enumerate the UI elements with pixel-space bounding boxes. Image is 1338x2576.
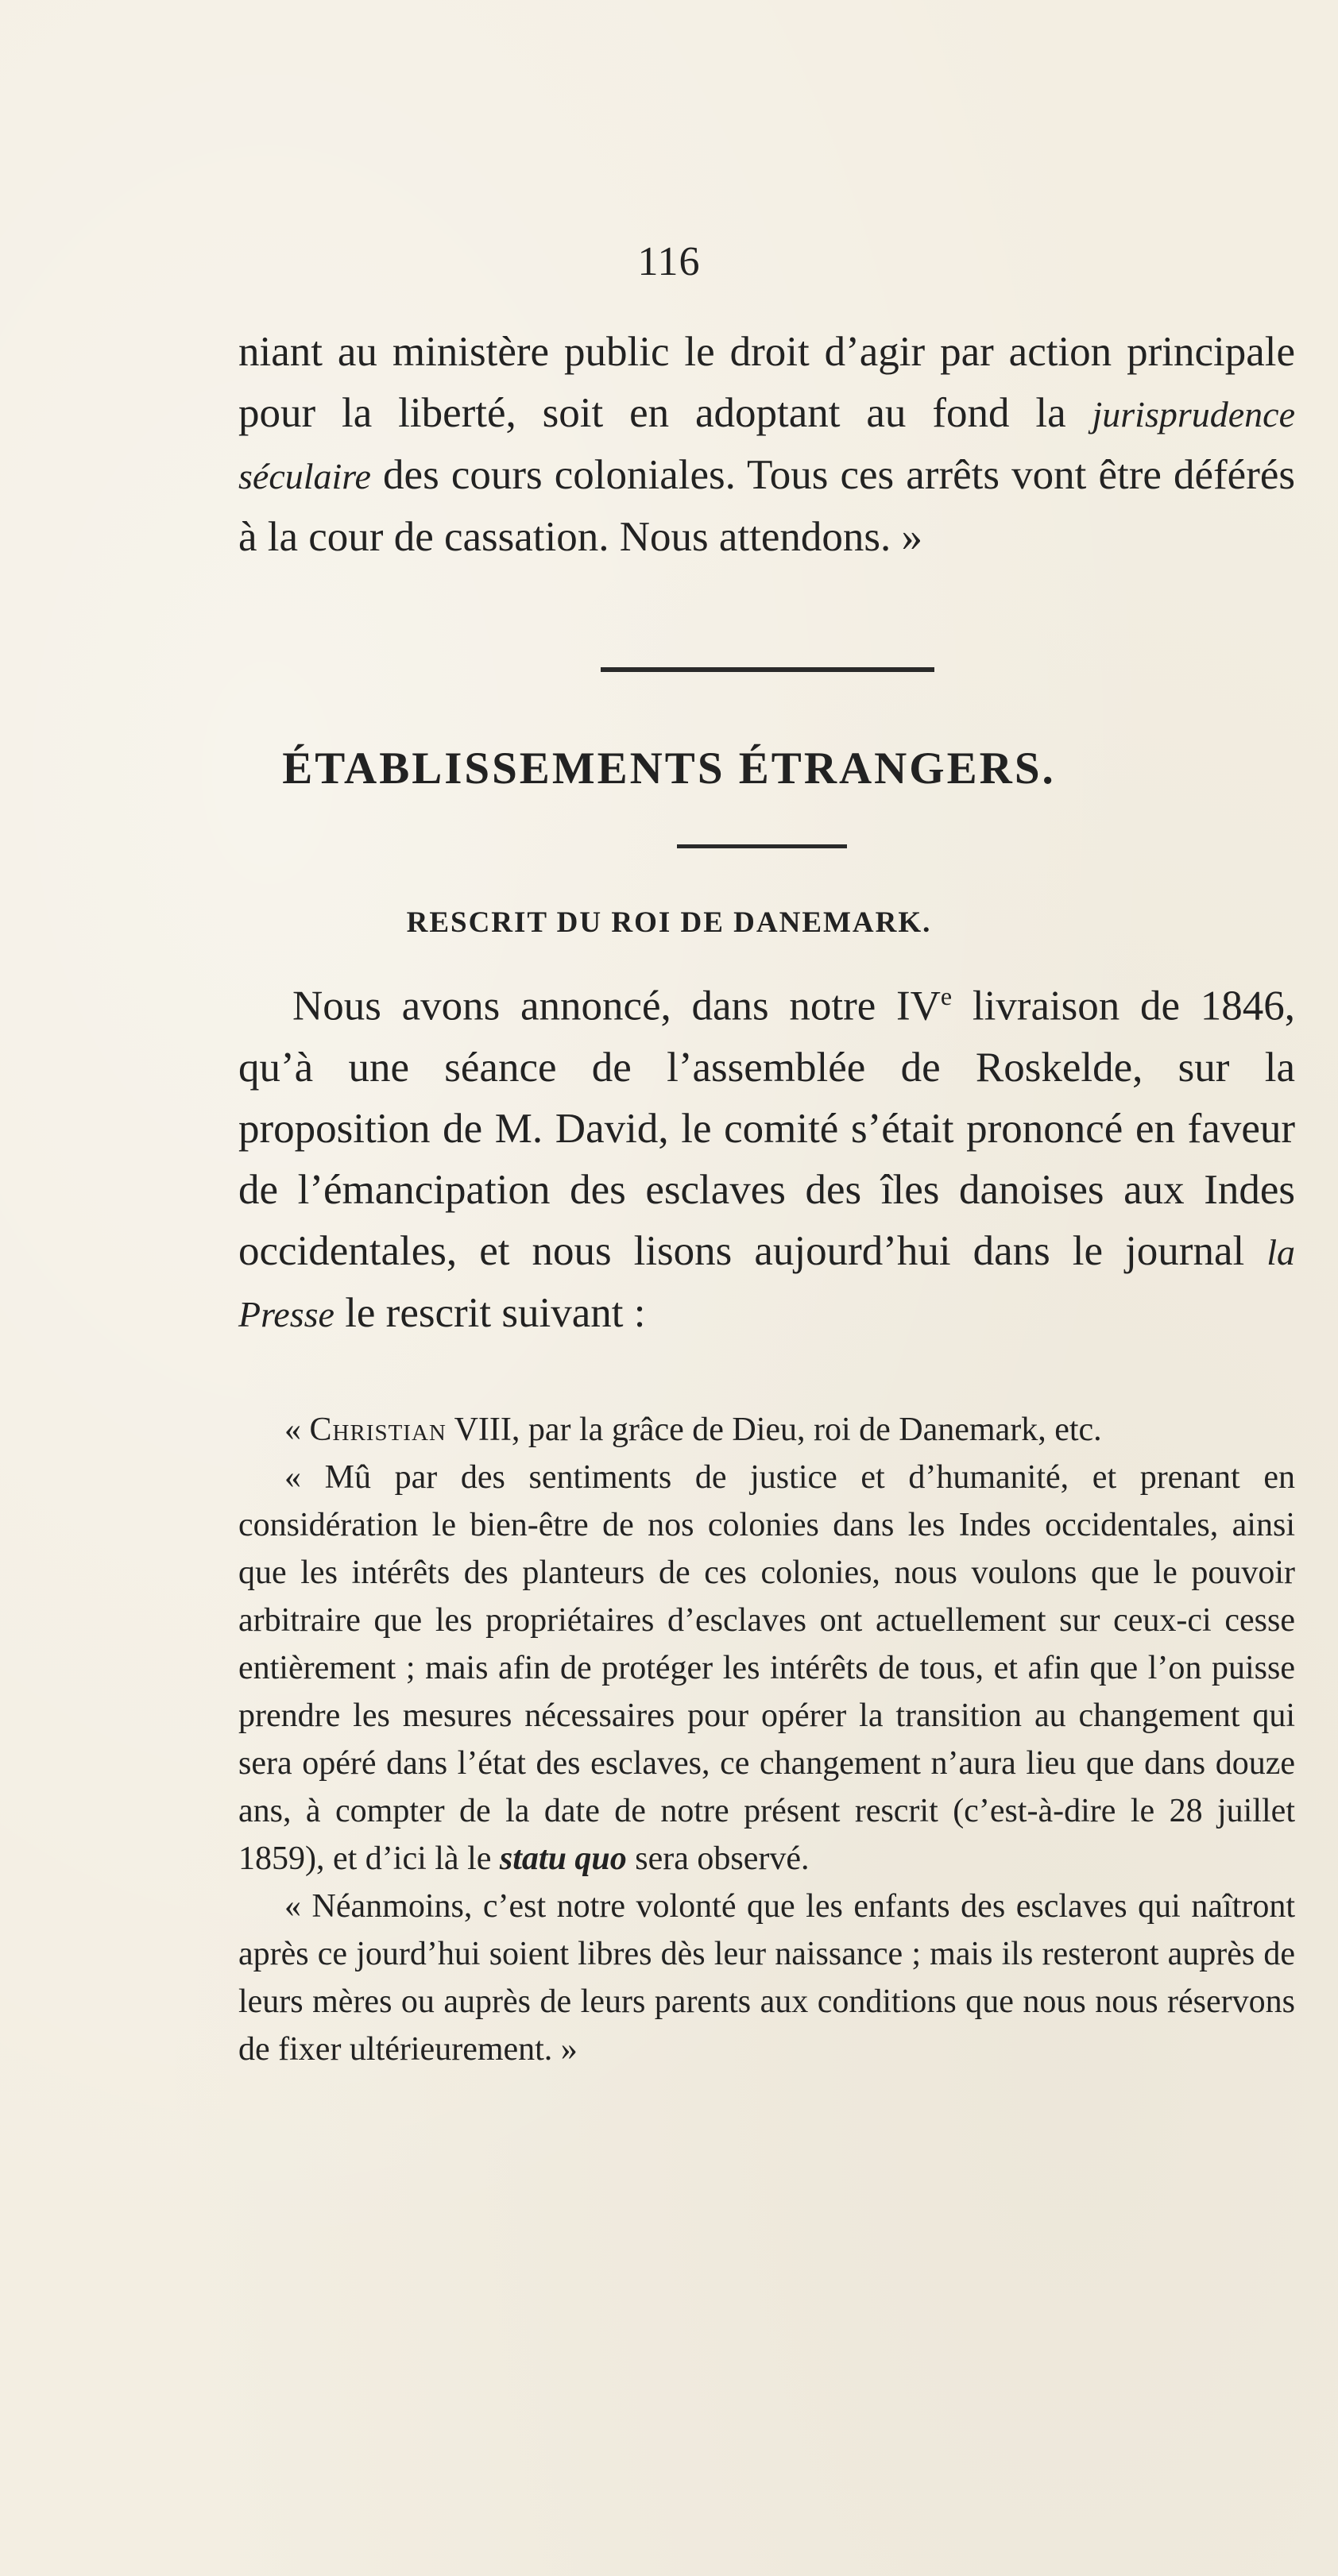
section-divider-bottom (677, 844, 847, 848)
rescript-line1-quote: « (284, 1412, 310, 1448)
intro-emphasis: jurisprudence séculaire (238, 394, 1295, 496)
page-number: 116 (637, 239, 701, 284)
section-title: ÉTABLISSEMENTS ÉTRANGERS. (282, 743, 1056, 794)
rescript-line1-name: Christian (309, 1412, 447, 1448)
body-text-part3: le rescrit suivant : (334, 1289, 646, 1336)
body-text (238, 966, 1295, 1345)
rescript-para2-emphasis: statu quo (499, 1840, 627, 1877)
rescript-line1-rest: VIII, par la grâce de Dieu, roi de Danemark, etc. (446, 1412, 1102, 1448)
rescript-paragraph-3: « Néanmoins, c’est notre volonté que les enfants des esclaves qui naîtront après ce jourd’hui soient libres dès leur naissance ; mais ils resteront auprès de leurs mères ou auprès de leurs parents aux conditions que nous nous réservons de fixer ultérieurement. » (238, 1888, 1295, 2068)
body-emphasis: la Presse (238, 1231, 1295, 1334)
section-divider-top (601, 667, 934, 672)
body-text-part1: Nous avons annoncé, dans notre IV (292, 983, 941, 1029)
intro-text-part2: des cours coloniales. Tous ces arrêts vont être déférés à la cour de cassation. Nous attendons. » (238, 452, 1295, 560)
intro-paragraph (238, 322, 1295, 568)
rescript-block (238, 1406, 1295, 2073)
intro-text (238, 322, 1295, 568)
rescript-para2-part2: sera observé. (626, 1840, 810, 1877)
intro-text-part1: niant au ministère public le droit d’agir par action principale pour la liberté, soit en adoptant au fond la (238, 329, 1295, 436)
body-superscript: e (940, 982, 953, 1010)
rescript-para2-part1: « Mû par des sentiments de justice et d’humanité, et prenant en considération le bien-être de nos colonies dans les Indes occidentales, ainsi que les intérêts des planteurs de ces colonies, nous voulons que le pouvoir arbitraire que les propriétaires d’esclaves ont actuellement sur ceux-ci cesse entièrement ; mais afin de protéger les intérêts de tous, et afin que l’on puisse prendre les mesures nécessaires pour opérer la transition au changement qui sera opéré dans l’état des esclaves, ce changement n’aura lieu que dans douze ans, à compter de la date de notre présent rescrit (c’est-à-dire le 28 juillet 1859), et d’ici là le (238, 1459, 1295, 1877)
body-text-part2: livraison de 1846, qu’à une séance de l’assemblée de Roskelde, sur la proposition de M. David, le comité s’était prononcé en faveur de l’émancipation des esclaves des îles danoises aux Indes occidentales, et nous lisons aujourd’hui dans le journal (238, 983, 1296, 1274)
rescript-line-1 (238, 1406, 1295, 1454)
body-paragraph (238, 966, 1295, 1345)
subsection-title: RESCRIT DU ROI DE DANEMARK. (406, 906, 932, 939)
rescript-paragraph-2 (238, 1454, 1295, 1883)
